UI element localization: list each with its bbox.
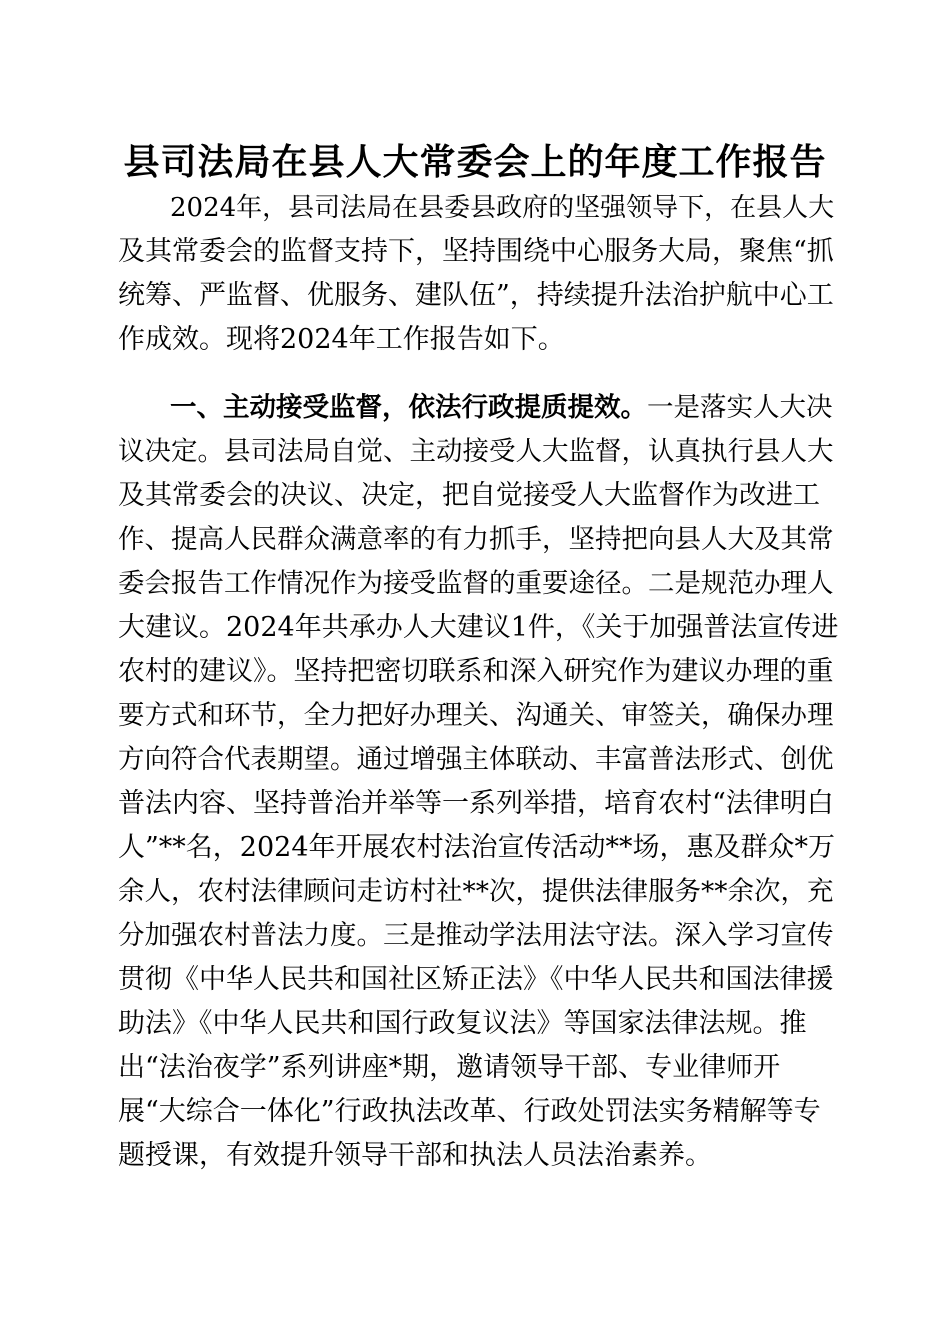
document-title: 县司法局在县人大常委会上的年度工作报告 xyxy=(123,141,827,183)
section1-line-15: 出“法治夜学”系列讲座*期，邀请领导干部、专业律师开 xyxy=(118,1052,781,1083)
intro-line-1: 2024年，县司法局在县委县政府的坚强领导下，在县人大 xyxy=(170,193,835,223)
section1-line-5: 大建议。2024年共承办人大建议1件，《关于加强普法宣传进 xyxy=(118,612,839,643)
intro-line-3: 统筹、严监督、优服务、建队伍”，持续提升法治护航中心工 xyxy=(118,280,834,311)
section1-line-2: 及其常委会的决议、决定，把自觉接受人大监督作为改进工 xyxy=(118,480,820,511)
section1-first-line-rest: 一是落实人大决 xyxy=(647,392,833,423)
section1-line-3: 作、提高人民群众满意率的有力抓手，坚持把向县人大及其常 xyxy=(118,524,834,555)
section1-first-line xyxy=(170,386,833,430)
section1-line-7: 要方式和环节，全力把好办理关、沟通关、审签关，确保办理 xyxy=(118,700,834,731)
section1-line-1: 议决定。县司法局自觉、主动接受人大监督，认真执行县人大 xyxy=(118,436,834,467)
section1-line-16: 展“大综合一体化”行政执法改革、行政处罚法实务精解等专 xyxy=(118,1096,821,1127)
intro-line-2: 及其常委会的监督支持下，坚持围绕中心服务大局，聚焦“抓 xyxy=(118,236,834,267)
section1-line-10: 人”**名，2024年开展农村法治宣传活动**场，惠及群众*万 xyxy=(118,832,836,863)
section1-heading: 一、主动接受监督，依法行政提质提效。 xyxy=(170,392,647,423)
section1-line-11: 余人，农村法律顾问走访村社**次，提供法律服务**余次，充 xyxy=(118,876,834,907)
section1-line-8: 方向符合代表期望。通过增强主体联动、丰富普法形式、创优 xyxy=(118,744,834,775)
section1-line-13: 贯彻《中华人民共和国社区矫正法》《中华人民共和国法律援 xyxy=(118,964,834,995)
section1-line-17: 题授课，有效提升领导干部和执法人员法治素养。 xyxy=(118,1140,712,1171)
section1-line-6: 农村的建议》。坚持把密切联系和深入研究作为建议办理的重 xyxy=(118,656,834,687)
section1-line-9: 普法内容、坚持普治并举等一系列举措，培育农村“法律明白 xyxy=(118,788,834,819)
section1-line-14: 助法》《中华人民共和国行政复议法》等国家法律法规。推 xyxy=(118,1008,807,1039)
intro-line-4: 作成效。现将2024年工作报告如下。 xyxy=(118,324,565,355)
section1-line-4: 委会报告工作情况作为接受监督的重要途径。二是规范办理人 xyxy=(118,568,834,599)
section1-line-12: 分加强农村普法力度。三是推动学法用法守法。深入学习宣传 xyxy=(118,920,834,951)
